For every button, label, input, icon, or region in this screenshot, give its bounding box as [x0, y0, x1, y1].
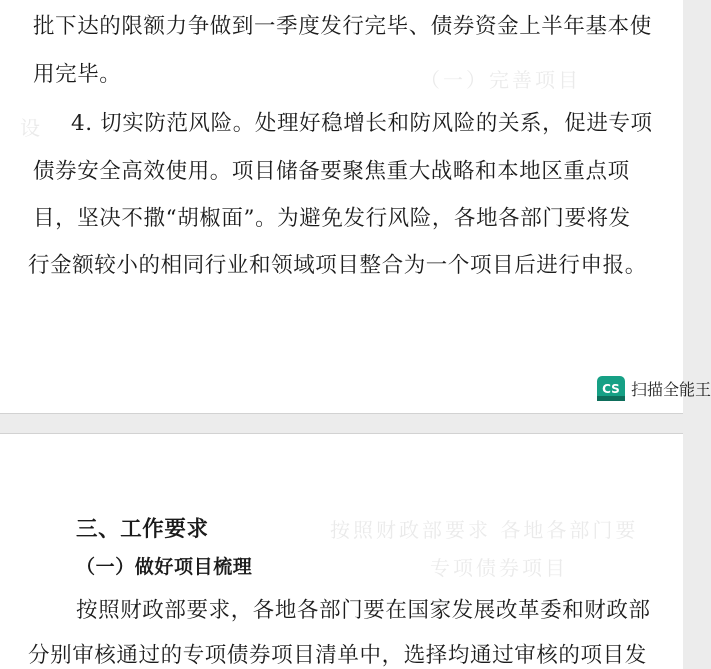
body-text-line: 按照财政部要求，各地各部门要在国家发展改革委和财政部	[76, 598, 651, 623]
camscanner-logo-icon: CS	[597, 376, 625, 401]
body-text-line: 批下达的限额力争做到一季度发行完毕、债券资金上半年基本使	[33, 14, 652, 39]
section-subheading: （一）做好项目梳理	[76, 556, 253, 578]
body-text-line: 行金额较小的相同行业和领域项目整合为一个项目后进行申报。	[28, 253, 647, 278]
body-text-line: 目，坚决不撒“胡椒面”。为避免发行风险，各地各部门要将发	[33, 206, 631, 231]
bleed-through-text: 按照财政部要求 各地各部门要	[330, 518, 639, 542]
bleed-through-text: （一）完善项目	[420, 68, 581, 92]
camscanner-watermark	[597, 376, 711, 401]
body-text-line: 用完毕。	[33, 62, 122, 87]
bleed-through-text: 专项债券项目	[430, 556, 568, 580]
section-heading: 三、工作要求	[76, 517, 209, 542]
bleed-through-text: 设	[20, 116, 43, 140]
watermark-label: 扫描全能王	[631, 380, 711, 399]
body-text-line: 债券安全高效使用。项目储备要聚焦重大战略和本地区重点项	[33, 159, 630, 184]
body-text-line: 分别审核通过的专项债券项目清单中，选择均通过审核的项目发	[28, 643, 647, 668]
document-page-2	[0, 433, 683, 669]
body-text-line: 4. 切实防范风险。处理好稳增长和防风险的关系，促进专项	[71, 111, 653, 136]
